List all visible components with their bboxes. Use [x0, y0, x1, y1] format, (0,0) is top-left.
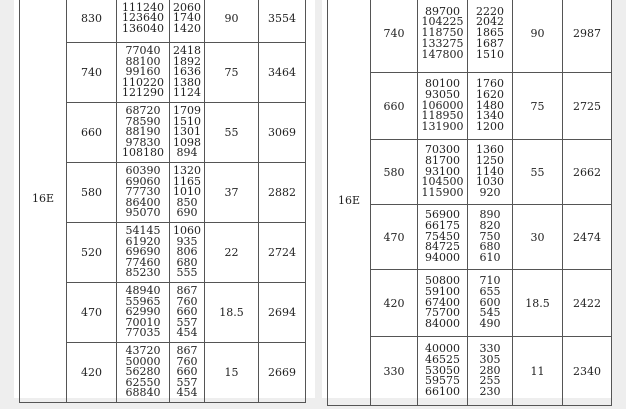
flow-cell-value: 104225	[421, 15, 464, 29]
flow-cell	[117, 223, 170, 283]
head-cell-value: 1380	[173, 75, 201, 89]
model-cell: 16E	[328, 0, 371, 406]
flow-cell-value: 50000	[125, 354, 161, 368]
speed-cell: 470	[67, 283, 117, 343]
power-cell: 11	[513, 337, 563, 406]
head-cell-value: 2418	[173, 44, 201, 58]
spec-row	[328, 140, 612, 205]
flow-cell-value: 55965	[125, 294, 161, 308]
head-cell-value: 935	[176, 234, 198, 248]
head-cell-value: 1709	[173, 104, 201, 118]
head-cell	[170, 103, 205, 163]
head-cell-value: 680	[479, 240, 501, 254]
flow-cell-value: 97830	[125, 135, 161, 149]
head-cell-value: 660	[176, 365, 198, 379]
flow-cell-value: 84725	[425, 240, 460, 254]
head-cell-value: 1865	[476, 26, 504, 40]
head-cell-value: 1360	[476, 143, 504, 156]
flow-cell-value: 89700	[425, 4, 460, 18]
head-cell-value: 1165	[173, 174, 201, 188]
weight-cell: 2694	[259, 283, 306, 343]
head-cell-value: 750	[479, 229, 501, 243]
head-cell-value: 820	[479, 218, 501, 232]
weight-cell: 3464	[259, 43, 306, 103]
speed-cell: 420	[371, 270, 418, 337]
power-cell: 30	[513, 205, 563, 270]
head-cell-value: 1760	[476, 77, 504, 90]
weight-cell: 3069	[259, 103, 306, 163]
speed-cell: 740	[67, 43, 117, 103]
power-cell: 90	[205, 0, 259, 43]
flow-cell-value: 93100	[425, 164, 460, 178]
flow-cell-value: 50800	[425, 274, 460, 287]
flow-cell-value: 121290	[122, 86, 164, 100]
flow-cell	[117, 283, 170, 343]
flow-cell-value: 68840	[125, 386, 161, 400]
speed-cell: 580	[67, 163, 117, 223]
head-cell-value: 1030	[476, 175, 504, 189]
flow-cell-value: 61920	[125, 234, 161, 248]
head-cell	[170, 223, 205, 283]
flow-cell-value: 56280	[125, 365, 161, 379]
head-cell	[170, 0, 205, 43]
flow-cell-value: 110220	[122, 75, 164, 89]
flow-cell-value: 136040	[122, 21, 164, 35]
head-cell-value: 305	[479, 352, 501, 366]
flow-cell-value: 77460	[125, 255, 161, 269]
power-cell: 55	[205, 103, 259, 163]
flow-cell	[418, 73, 468, 140]
speed-cell: 520	[67, 223, 117, 283]
flow-cell-value: 118950	[421, 109, 464, 123]
head-cell-value: 890	[479, 208, 501, 221]
weight-cell: 2987	[563, 0, 612, 73]
head-cell-value: 2220	[476, 4, 504, 18]
head-cell	[170, 283, 205, 343]
flow-cell-value: 40000	[425, 342, 460, 355]
head-cell-value: 2060	[173, 0, 201, 14]
head-cell-value: 680	[176, 255, 198, 269]
model-cell: 16E	[20, 0, 67, 403]
head-cell	[468, 337, 513, 406]
head-cell-value: 454	[176, 326, 198, 340]
flow-cell-value: 94000	[425, 251, 460, 265]
head-cell	[170, 343, 205, 403]
flow-cell-value: 93050	[425, 87, 460, 101]
head-cell	[468, 73, 513, 140]
flow-cell-value: 88190	[125, 125, 161, 139]
power-cell: 22	[205, 223, 259, 283]
head-cell-value: 1892	[173, 54, 201, 68]
weight-cell: 2669	[259, 343, 306, 403]
flow-cell-value: 108180	[122, 146, 164, 160]
flow-cell-value: 70300	[425, 143, 460, 156]
head-cell-value: 2042	[476, 15, 504, 29]
head-cell-value: 1010	[173, 185, 201, 199]
head-cell-value: 610	[479, 251, 501, 265]
flow-cell-value: 85230	[125, 266, 161, 280]
head-cell-value: 850	[176, 195, 198, 209]
power-cell: 90	[513, 0, 563, 73]
speed-cell: 420	[67, 343, 117, 403]
head-cell	[170, 43, 205, 103]
flow-cell-value: 104500	[421, 175, 464, 189]
power-cell: 18.5	[205, 283, 259, 343]
weight-cell: 2422	[563, 270, 612, 337]
weight-cell: 2474	[563, 205, 612, 270]
head-cell	[468, 270, 513, 337]
head-cell-value: 600	[479, 295, 501, 309]
head-cell-value: 1124	[173, 86, 201, 100]
flow-cell-value: 54145	[125, 224, 161, 238]
flow-cell	[418, 205, 468, 270]
flow-cell-value: 81700	[425, 153, 460, 167]
spec-row	[328, 270, 612, 337]
head-cell-value: 1200	[476, 120, 504, 134]
flow-cell	[418, 270, 468, 337]
flow-cell-value: 80100	[425, 77, 460, 90]
head-cell-value: 255	[479, 374, 501, 388]
flow-cell-value: 77040	[125, 44, 161, 58]
head-cell-value: 1636	[173, 65, 201, 79]
flow-cell-value: 59100	[425, 284, 460, 298]
head-cell-value: 1687	[476, 36, 504, 50]
weight-cell: 3554	[259, 0, 306, 43]
head-cell-value: 1620	[476, 87, 504, 101]
head-cell-value: 760	[176, 294, 198, 308]
spec-row	[328, 0, 612, 73]
flow-cell-value: 77730	[125, 185, 161, 199]
right-sheet	[322, 0, 612, 398]
head-cell-value: 867	[176, 284, 198, 298]
flow-cell-value: 77035	[125, 326, 161, 340]
speed-cell: 580	[371, 140, 418, 205]
left-spec-table	[19, 0, 306, 403]
flow-cell-value: 133275	[421, 36, 464, 50]
flow-cell-value: 68720	[125, 104, 161, 118]
flow-cell-value: 43720	[125, 344, 161, 358]
flow-cell-value: 88100	[125, 54, 161, 68]
flow-cell-value: 75450	[425, 229, 460, 243]
left-sheet	[14, 0, 315, 398]
head-cell-value: 490	[479, 317, 501, 331]
spec-row	[328, 205, 612, 270]
flow-cell-value: 62990	[125, 305, 161, 319]
flow-cell	[418, 0, 468, 73]
flow-cell-value: 86400	[125, 195, 161, 209]
weight-cell: 2725	[563, 73, 612, 140]
head-cell-value: 1510	[173, 114, 201, 128]
head-cell	[468, 0, 513, 73]
flow-cell-value: 147800	[421, 47, 464, 61]
head-cell	[170, 163, 205, 223]
head-cell	[468, 140, 513, 205]
flow-cell-value: 46525	[425, 352, 460, 366]
flow-cell-value: 99160	[125, 65, 161, 79]
flow-cell-value: 48940	[125, 284, 161, 298]
flow-cell	[117, 43, 170, 103]
flow-cell-value: 69690	[125, 245, 161, 259]
head-cell-value: 710	[479, 274, 501, 287]
flow-cell-value: 118750	[421, 26, 464, 40]
flow-cell-value: 111240	[122, 0, 164, 14]
power-cell: 15	[205, 343, 259, 403]
head-cell	[468, 205, 513, 270]
flow-cell-value: 67400	[425, 295, 460, 309]
head-cell-value: 1420	[173, 21, 201, 35]
head-cell-value: 555	[176, 266, 198, 280]
power-cell: 55	[513, 140, 563, 205]
speed-cell: 330	[371, 337, 418, 406]
head-cell-value: 1250	[476, 153, 504, 167]
power-cell: 18.5	[513, 270, 563, 337]
head-cell-value: 1060	[173, 224, 201, 238]
head-cell-value: 557	[176, 315, 198, 329]
head-cell-value: 1340	[476, 109, 504, 123]
weight-cell: 2662	[563, 140, 612, 205]
spec-row	[328, 337, 612, 406]
head-cell-value: 330	[479, 342, 501, 355]
spec-row	[328, 73, 612, 140]
head-cell-value: 545	[479, 306, 501, 320]
flow-cell-value: 66175	[425, 218, 460, 232]
flow-cell	[117, 343, 170, 403]
head-cell-value: 920	[479, 186, 501, 200]
flow-cell-value: 84000	[425, 317, 460, 331]
speed-cell: 830	[67, 0, 117, 43]
flow-cell-value: 70010	[125, 315, 161, 329]
flow-cell-value: 75700	[425, 306, 460, 320]
flow-cell-value: 62550	[125, 375, 161, 389]
head-cell-value: 1480	[476, 98, 504, 112]
head-cell-value: 454	[176, 386, 198, 400]
head-cell-value: 1140	[476, 164, 504, 178]
head-cell-value: 660	[176, 305, 198, 319]
head-cell-value: 655	[479, 284, 501, 298]
head-cell-value: 557	[176, 375, 198, 389]
flow-cell	[117, 163, 170, 223]
weight-cell: 2882	[259, 163, 306, 223]
spec-row	[20, 0, 306, 43]
head-cell-value: 760	[176, 354, 198, 368]
flow-cell-value: 60390	[125, 164, 161, 178]
power-cell: 75	[205, 43, 259, 103]
head-cell-value: 894	[176, 146, 198, 160]
head-cell-value: 690	[176, 206, 198, 220]
right-spec-table	[327, 0, 612, 406]
flow-cell-value: 95070	[125, 206, 161, 220]
flow-cell-value: 59575	[425, 374, 460, 388]
speed-cell: 740	[371, 0, 418, 73]
head-cell-value: 1740	[173, 11, 201, 25]
flow-cell-value: 115900	[421, 186, 464, 200]
flow-cell-value: 123640	[122, 11, 164, 25]
head-cell-value: 806	[176, 245, 198, 259]
flow-cell-value: 78590	[125, 114, 161, 128]
flow-cell-value: 56900	[425, 208, 460, 221]
head-cell-value: 1320	[173, 164, 201, 178]
flow-cell-value: 131900	[421, 120, 464, 134]
weight-cell: 2724	[259, 223, 306, 283]
power-cell: 37	[205, 163, 259, 223]
flow-cell-value: 66100	[425, 385, 460, 399]
power-cell: 75	[513, 73, 563, 140]
head-cell-value: 1301	[173, 125, 201, 139]
head-cell-value: 230	[479, 385, 501, 399]
flow-cell-value: 53050	[425, 363, 460, 377]
head-cell-value: 280	[479, 363, 501, 377]
flow-cell	[418, 337, 468, 406]
head-cell-value: 867	[176, 344, 198, 358]
flow-cell-value: 106000	[421, 98, 464, 112]
speed-cell: 470	[371, 205, 418, 270]
weight-cell: 2340	[563, 337, 612, 406]
speed-cell: 660	[67, 103, 117, 163]
flow-cell	[117, 0, 170, 43]
flow-cell	[117, 103, 170, 163]
head-cell-value: 1098	[173, 135, 201, 149]
flow-cell-value: 69060	[125, 174, 161, 188]
speed-cell: 660	[371, 73, 418, 140]
head-cell-value: 1510	[476, 47, 504, 61]
flow-cell	[418, 140, 468, 205]
